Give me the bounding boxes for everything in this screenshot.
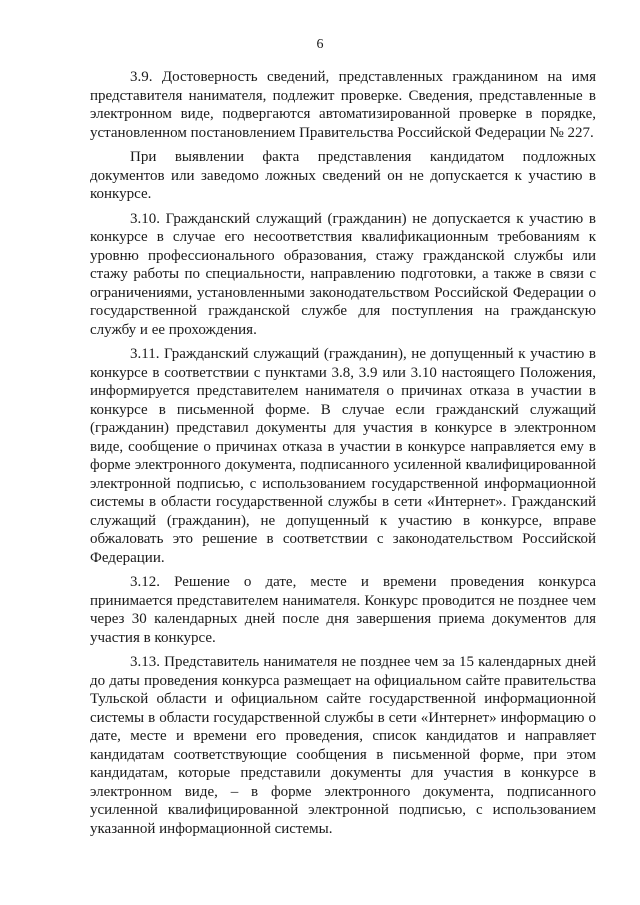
page-number: 6 xyxy=(316,37,324,52)
paragraph-3-9: 3.9. Достоверность сведений, представленных гражданином на имя представителя нанимателя, подлежит проверке. Сведения, представленные в электронном виде, подвергаются автоматизированной проверке в порядке, установленном постановлением Правительства Российской Федерации № 227. xyxy=(90,69,596,141)
document-body xyxy=(90,68,596,844)
paragraph-3-11: 3.11. Гражданский служащий (гражданин), не допущенный к участию в конкурсе в соответствии с пунктами 3.8, 3.9 или 3.10 настоящего Положения, информируется представителем нанимателя о причинах отказа в участии в конкурсе в письменной форме. В случае если гражданский служащий (гражданин) представил документы для участия в конкурсе в электронном виде, сообщение о причинах отказа в участии в конкурсе направляется ему в форме электронного документа, подписанного усиленной квалифицированной электронной подписью, с использованием государственной информационной системы в области государственной службы в сети «Интернет». Гражданский служащий (гражданин), не допущенный к участию в конкурсе, вправе обжаловать это решение в соответствии с законодательством Российской Федерации. xyxy=(90,346,596,566)
paragraph-3-10: 3.10. Гражданский служащий (гражданин) не допускается к участию в конкурсе в случае его несоответствия квалификационным требованиям к уровню профессионального образования, стажу гражданской службы или стажу работы по специальности, направлению подготовки, а также в связи с ограничениями, установленными законодательством Российской Федерации о государственной гражданской службе для поступления на гражданскую службу и ее прохождения. xyxy=(90,210,596,338)
paragraph-3-12: 3.12. Решение о дате, месте и времени проведения конкурса принимается представителем нанимателя. Конкурс проводится не позднее чем через 30 календарных дней после дня завершения приема документов для участия в конкурсе. xyxy=(90,574,596,646)
paragraph-false-documents: При выявлении факта представления кандидатом подложных документов или заведомо ложных сведений он не допускается к участию в конкурсе. xyxy=(90,149,596,202)
paragraph-3-13: 3.13. Представитель нанимателя не позднее чем за 15 календарных дней до даты проведения конкурса размещает на официальном сайте правительства Тульской области и официальном сайте государственной информационной системы в области государственной службы в сети «Интернет» информацию о дате, месте и времени его проведения, список кандидатов и направляет кандидатам соответствующие сообщения в письменной форме, при этом кандидатам, которые представили документы для участия в конкурсе в электронном виде, – в форме электронного документа, подписанного усиленной квалифицированной электронной подписью, с использованием указанной информационной системы. xyxy=(90,654,596,837)
